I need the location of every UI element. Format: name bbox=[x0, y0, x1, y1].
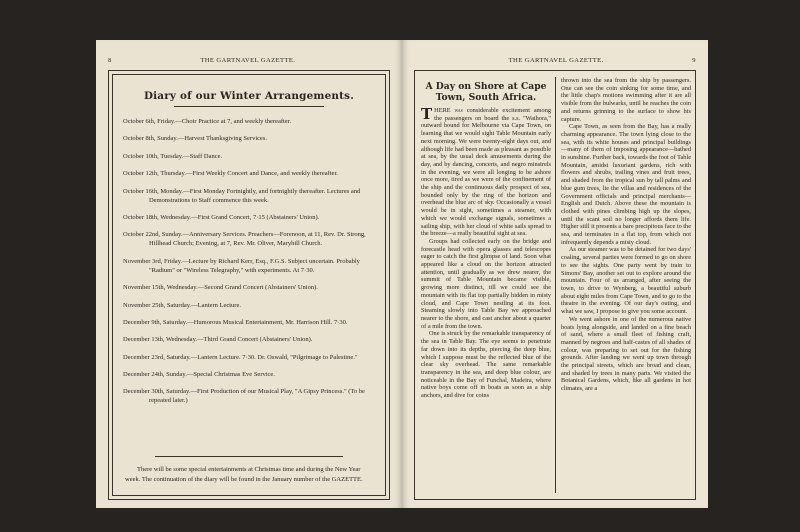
left-page bbox=[96, 40, 402, 508]
diary-entry: November 15th, Wednesday.—Second Grand Concert (Abstainers' Union). bbox=[123, 284, 318, 292]
diary-entry: December 30th, Saturday.—First Production of our Musical Play, "A Gipsy Princess." (To be repeated later.) bbox=[123, 388, 365, 405]
left-running-title: THE GARTNAVEL GAZETTE. bbox=[200, 57, 296, 64]
right-page-frame bbox=[414, 70, 696, 500]
diary-entry: December 23rd, Saturday.—Lantern Lecture. 7·30. Dr. Oswald, "Pilgrimage to Palestine." bbox=[123, 353, 358, 361]
paragraph-text: considerable excitement among the passengers on board the s.s. "Waihora," outward bound for Melbourne via Cape Town, on learning that we would sight Table Mountain early next morning. We were twenty-eight days out, and although life had been made as pleasant as possible at sea, by the usual deck amusements during the day, and by dancing, concerts, and negro minstrels in the evening, we were all longing to be ashore once more, tired as we were of the confinement of the ship and the continuous daily prospect of sea, bounded only by the ring of the horizon and overhead the blue arc of sky. Occasionally a vessel would be in sight, sometimes a steamer, with which we would exchange signals, sometimes a sailing ship, with her cloud of white sails spread to the breeze—a really beautiful sight at sea. bbox=[421, 107, 551, 238]
diary-title: Diary of our Winter Arrangements. bbox=[143, 90, 355, 102]
opening-words: HERE was bbox=[434, 107, 463, 114]
left-running-head bbox=[108, 57, 390, 64]
diary-box bbox=[112, 74, 386, 496]
diary-entry: November 25th, Saturday.—Lantern Lecture. bbox=[123, 301, 241, 309]
diary-footer-note: There will be some special entertainments at Christmas time and during the New Year week. The continuation of the diary will be found in the January number of the GAZETTE. bbox=[125, 466, 363, 483]
right-page bbox=[402, 40, 708, 508]
article-paragraph: Cape Town, as seen from the Bay, has a really charming appearance. The town lying close to the sea, with its white houses and principal buildings—many of them of imposing appearance—bathed in sunshine. Further back, towards the foot of Table Mountain, amidst luxuriant gardens, rich with flowers and shrubs, trailing vines and fruit trees, and shaded from the tropical sun by tall palms and blue gum trees, lie the villas and residences of the Government officials and principal merchants—English and Dutch. Above these the mountain is clothed with pines climbing high up the slopes, until the scant soil no longer affords them life. Higher still it presents a bare precipitous face to the sea, and terminates in a flat top, from which not infrequently depends a misty cloud. bbox=[561, 123, 691, 246]
footer-rule bbox=[155, 456, 343, 457]
left-page-frame bbox=[108, 70, 390, 500]
article-paragraph: Groups had collected early on the bridge and forecastle head with opera glasses and telescopes eager to catch the first glimpse of land. Soon what appeared like a cloud on the horizon attracted attention, until gradually as we drew nearer, the summit of Table Mountain became visible, growing more distinct, till we could see the mountain with its flat top partially hidden in misty cloud, and Cape Town nestling at its foot. Steaming slowly into Table Bay we approached nearer to the shore, and cast anchor about a quarter of a mile from the town. bbox=[421, 237, 551, 330]
diary-entry: October 16th, Monday.—First Monday Fortnightly, and fortnightly thereafter. Lectures and Demonstrations to Staff commence this week. bbox=[123, 187, 361, 204]
article-paragraph: As our steamer was to be detained for two days' coaling, several parties were formed to go on shore to see the sights. One party went by train to Simons' Bay, another set out to explore around the mountain. Four of us arranged, after seeing the town, to drive to Wynberg, a beautiful suburb about eight miles from Cape Town, and to go to the theatre in the evening. Of our day's outing, and what we saw, I propose to give you some account. bbox=[561, 246, 691, 316]
article-paragraph: One is struck by the remarkable transparency of the sea in Table Bay. The eye seems to penetrate far down into its depths, piercing the deep blue, which I suppose must be the reflected blue of the clear sky overhead. The same remarkable transparency in the sea, and deep blue colour, are noticeable in the Bay of Funchal, Madeira, where native boys come off in boats as soon as a ship anchors, and dive for coins bbox=[421, 330, 551, 400]
right-running-title: THE GARTNAVEL GAZETTE. bbox=[508, 57, 604, 64]
right-running-head bbox=[414, 57, 696, 64]
right-page-number: 9 bbox=[692, 57, 696, 64]
diary-entry: October 22nd, Sunday.—Anniversary Services. Preachers—Forenoon, at 11, Rev. Dr. Strong, Hillhead Church; Evening, at 7, Rev. Mr. Oliver, Maryhill Church. bbox=[123, 231, 366, 248]
article-paragraph bbox=[421, 107, 551, 238]
diary-entry: November 3rd, Friday.—Lecture by Richard Kerr, Esq., F.G.S. Subject uncertain. Probably "Radium" or "Wireless Telegraphy," with experiments. At 7·30. bbox=[123, 257, 360, 274]
diary-entry: October 18th, Wednesday.—First Grand Concert, 7·15 (Abstainers' Union). bbox=[123, 213, 320, 221]
diary-entry: October 6th, Friday.—Choir Practice at 7, and weekly thereafter. bbox=[123, 118, 292, 125]
diary-entry: October 10th, Tuesday.—Staff Dance. bbox=[123, 152, 223, 160]
diary-entry: October 8th, Sunday.—Harvest Thanksgiving Services. bbox=[123, 135, 268, 143]
article-paragraph: thrown into the sea from the ship by passengers. One can see the coin sinking for some time, and the little chap's motions swimming after it are all visible from the bulwarks, until he reaches the coin and returns grinning to the surface to show his capture. bbox=[561, 77, 691, 123]
diary-entry: December 9th, Saturday.—Humorous Musical Entertainment, Mr. Harrison Hill. 7·30. bbox=[123, 318, 348, 326]
article-column-2 bbox=[561, 77, 691, 393]
article-title: A Day on Shore at Cape Town, South Africa. bbox=[425, 81, 547, 103]
column-divider bbox=[555, 77, 556, 493]
diary-entry: December 13th, Wednesday.—Third Grand Concert (Abstainers' Union). bbox=[123, 336, 313, 344]
left-page-number: 8 bbox=[108, 57, 112, 64]
article-column-1 bbox=[421, 77, 551, 400]
drop-cap: T bbox=[421, 105, 433, 123]
diary-title-rule bbox=[174, 106, 324, 107]
article-paragraph: We went ashore in one of the numerous native boats lying alongside, and landed on a fine beach of sand, where a small fleet of fishing craft, manned by negroes and half-castes of all shades of colour, was preparing to set out for the fishing grounds. After landing we went up town through the principal streets, which are broad and clean, and shaded by trees in many parts. We visited the Botanical Gardens, which, like all gardens in hot climates, are a bbox=[561, 315, 691, 393]
diary-entries bbox=[123, 117, 373, 414]
diary-entry: December 24th, Sunday.—Special Christmas Eve Service. bbox=[123, 371, 275, 379]
diary-entry: October 12th, Thursday.—First Weekly Concert and Dance, and weekly thereafter. bbox=[123, 170, 338, 178]
book-spread bbox=[96, 40, 708, 508]
